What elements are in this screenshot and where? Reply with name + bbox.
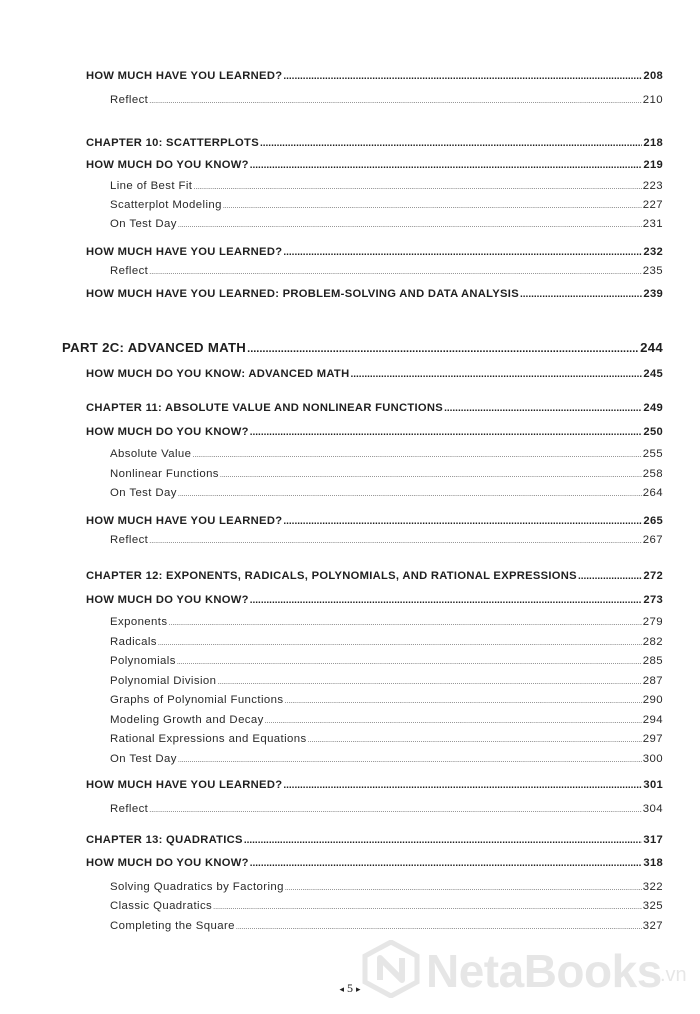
toc-entry-page: 265 (643, 515, 663, 527)
right-arrow-icon: ▸ (356, 984, 361, 994)
dot-leader (350, 368, 642, 380)
toc-entry-label: HOW MUCH HAVE YOU LEARNED? (86, 779, 283, 791)
dot-leader (265, 714, 642, 726)
dot-leader (247, 340, 639, 355)
toc-entry-page: 258 (642, 468, 663, 480)
toc-entry-label: Nonlinear Functions (110, 468, 219, 480)
toc-entry-page: 250 (643, 426, 663, 438)
toc-entry-page: 267 (642, 534, 663, 546)
dot-leader (283, 515, 642, 527)
dot-leader (283, 246, 642, 258)
dot-leader (284, 694, 641, 706)
toc-entry[interactable] (86, 426, 663, 438)
dot-leader (444, 402, 642, 414)
watermark (362, 938, 700, 1008)
toc-entry-page: 304 (642, 803, 663, 815)
dot-leader (158, 636, 642, 648)
toc-entry-page: 294 (642, 714, 663, 726)
toc-entry[interactable] (86, 857, 663, 869)
toc-entry[interactable] (86, 159, 663, 171)
dot-leader (192, 448, 641, 460)
toc-entry[interactable] (110, 180, 663, 192)
toc-entry-label: Exponents (110, 616, 168, 628)
toc-entry[interactable] (110, 468, 663, 480)
toc-entry-page: 210 (642, 94, 663, 106)
dot-leader (223, 199, 642, 211)
dot-leader (578, 570, 642, 582)
watermark-brand: NetaBooks (426, 945, 662, 997)
toc-entry-page: 235 (642, 265, 663, 277)
toc-entry[interactable] (86, 137, 663, 149)
toc-entry-label: Reflect (110, 94, 149, 106)
toc-entry[interactable] (86, 515, 663, 527)
toc-entry[interactable] (86, 368, 663, 380)
dot-leader (283, 70, 642, 82)
toc-entry[interactable] (110, 655, 663, 667)
toc-entry[interactable] (110, 534, 663, 546)
dot-leader (244, 834, 643, 846)
toc-entry[interactable] (110, 636, 663, 648)
toc-entry-page: 219 (643, 159, 663, 171)
toc-entry[interactable] (86, 779, 663, 791)
dot-leader (149, 265, 642, 277)
toc-entry-page: 290 (642, 694, 663, 706)
toc-entry[interactable] (110, 199, 663, 211)
toc-entry-page: 272 (643, 570, 663, 582)
toc-entry-page: 300 (642, 753, 663, 765)
toc-entry-page: 287 (642, 675, 663, 687)
toc-entry-label: On Test Day (110, 753, 177, 765)
toc-entry-label: Reflect (110, 534, 149, 546)
toc-entry-label: Modeling Growth and Decay (110, 714, 264, 726)
toc-entry-label: HOW MUCH DO YOU KNOW? (86, 857, 249, 869)
dot-leader (149, 803, 642, 815)
toc-entry[interactable] (110, 803, 663, 815)
toc-entry-label: On Test Day (110, 218, 177, 230)
toc-entry-label: Graphs of Polynomial Functions (110, 694, 284, 706)
toc-entry[interactable] (86, 834, 663, 846)
toc-entry[interactable] (86, 288, 663, 300)
toc-entry-page: 218 (643, 137, 663, 149)
toc-entry-page: 317 (643, 834, 663, 846)
toc-entry-page: 245 (643, 368, 663, 380)
toc-entry-page: 325 (642, 900, 663, 912)
dot-leader (178, 487, 642, 499)
toc-entry-label: HOW MUCH HAVE YOU LEARNED? (86, 246, 283, 258)
toc-entry-label: Reflect (110, 265, 149, 277)
dot-leader (178, 218, 642, 230)
toc-entry-page: 244 (640, 340, 663, 355)
left-arrow-icon: ◂ (339, 984, 344, 994)
toc-entry-label: HOW MUCH DO YOU KNOW? (86, 594, 249, 606)
toc-entry-label: Radicals (110, 636, 157, 648)
toc-entry[interactable] (110, 94, 663, 106)
toc-entry[interactable] (110, 616, 663, 628)
dot-leader (168, 616, 641, 628)
toc-entry-label: CHAPTER 12: EXPONENTS, RADICALS, POLYNOMIALS, AND RATIONAL EXPRESSIONS (86, 570, 577, 582)
toc-entry[interactable] (110, 448, 663, 460)
toc-entry[interactable] (110, 881, 663, 893)
toc-entry[interactable] (86, 70, 663, 82)
toc-entry-page: 255 (642, 448, 663, 460)
toc-entry-label: HOW MUCH HAVE YOU LEARNED? (86, 70, 283, 82)
toc-entry[interactable] (110, 265, 663, 277)
dot-leader (193, 180, 641, 192)
toc-entry-page: 239 (643, 288, 663, 300)
toc-entry-page: 231 (642, 218, 663, 230)
dot-leader (149, 94, 642, 106)
toc-entry-label: HOW MUCH DO YOU KNOW: ADVANCED MATH (86, 368, 350, 380)
dot-leader (250, 426, 643, 438)
toc-entry[interactable] (110, 733, 663, 745)
dot-leader (520, 288, 642, 300)
toc-entry-label: Completing the Square (110, 920, 235, 932)
toc-entry-page: 232 (643, 246, 663, 258)
dot-leader (250, 857, 643, 869)
toc-entry-label: Line of Best Fit (110, 180, 193, 192)
toc-entry-label: HOW MUCH DO YOU KNOW? (86, 159, 249, 171)
toc-entry-label: Absolute Value (110, 448, 192, 460)
dot-leader (236, 920, 642, 932)
toc-entry[interactable] (110, 487, 663, 499)
toc-entry[interactable] (86, 402, 663, 414)
dot-leader (220, 468, 642, 480)
toc-entry-page: 279 (642, 616, 663, 628)
dot-leader (260, 137, 642, 149)
dot-leader (308, 733, 642, 745)
dot-leader (285, 881, 642, 893)
toc-entry-label: Reflect (110, 803, 149, 815)
toc-entry-page: 318 (643, 857, 663, 869)
toc-entry-page: 227 (642, 199, 663, 211)
toc-entry[interactable] (110, 753, 663, 765)
toc-entry-label: HOW MUCH HAVE YOU LEARNED? (86, 515, 283, 527)
toc-entry[interactable] (86, 570, 663, 582)
toc-entry-page: 282 (642, 636, 663, 648)
toc-entry-page: 297 (642, 733, 663, 745)
toc-entry-label: Classic Quadratics (110, 900, 213, 912)
watermark-tld: .vn (660, 964, 687, 986)
toc-entry[interactable] (110, 714, 663, 726)
toc-entry-label: Polynomials (110, 655, 176, 667)
page-number: 5 (347, 981, 353, 995)
toc-entry-label: PART 2C: ADVANCED MATH (62, 340, 247, 355)
toc-entry-page: 264 (642, 487, 663, 499)
dot-leader (149, 534, 642, 546)
toc-entry-label: HOW MUCH DO YOU KNOW? (86, 426, 249, 438)
toc-entry[interactable] (110, 920, 663, 932)
toc-entry-page: 223 (642, 180, 663, 192)
toc-entry-label: CHAPTER 11: ABSOLUTE VALUE AND NONLINEAR FUNCTIONS (86, 402, 444, 414)
toc-entry[interactable] (110, 694, 663, 706)
toc-entry[interactable] (86, 246, 663, 258)
toc-entry-label: HOW MUCH HAVE YOU LEARNED: PROBLEM-SOLVING AND DATA ANALYSIS (86, 288, 519, 300)
toc-part-heading[interactable] (62, 340, 663, 355)
toc-entry-page: 322 (642, 881, 663, 893)
toc-entry-page: 273 (643, 594, 663, 606)
toc-entry-label: CHAPTER 10: SCATTERPLOTS (86, 137, 259, 149)
dot-leader (177, 655, 642, 667)
dot-leader (283, 779, 642, 791)
dot-leader (213, 900, 642, 912)
toc-entry[interactable] (110, 218, 663, 230)
toc-entry-page: 249 (643, 402, 663, 414)
toc-entry-page: 285 (642, 655, 663, 667)
dot-leader (250, 159, 643, 171)
toc-entry-label: Polynomial Division (110, 675, 217, 687)
toc-entry-label: CHAPTER 13: QUADRATICS (86, 834, 243, 846)
toc-entry-label: On Test Day (110, 487, 177, 499)
dot-leader (217, 675, 641, 687)
toc-entry[interactable] (110, 900, 663, 912)
toc-entry-page: 301 (643, 779, 663, 791)
toc-entry[interactable] (86, 594, 663, 606)
toc-entry[interactable] (110, 675, 663, 687)
dot-leader (178, 753, 642, 765)
toc-entry-page: 208 (643, 70, 663, 82)
dot-leader (250, 594, 643, 606)
toc-entry-label: Solving Quadratics by Factoring (110, 881, 284, 893)
toc-entry-label: Scatterplot Modeling (110, 199, 222, 211)
toc-entry-page: 327 (642, 920, 663, 932)
toc-entry-label: Rational Expressions and Equations (110, 733, 307, 745)
page-footer (0, 981, 700, 996)
